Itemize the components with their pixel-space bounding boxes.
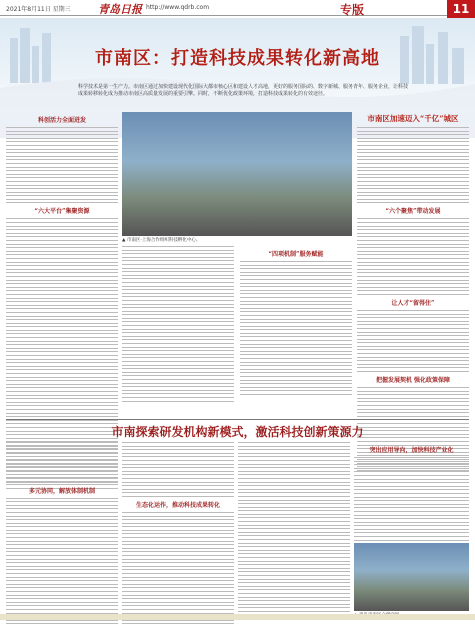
subhead-6: 把握发展契机 强化政策保障 bbox=[375, 377, 451, 385]
lower-column-3 bbox=[238, 442, 350, 612]
upper-text-2a bbox=[122, 246, 234, 404]
page-header bbox=[0, 0, 475, 16]
page-number: 11 bbox=[447, 0, 475, 18]
header-website[interactable]: http://www.qdrb.com bbox=[146, 4, 210, 11]
lead-paragraph: 科学技术是第一生产力。市南区通过加快建设现代化国际大都市核心区和建设人才高地，更好的服务国际的、数字新城、服务青年、服务企业，让科技成果转移转化成为推动市南区高质量发展的重要引擎。同时，不断优化政策环境，打造科技成果转化的有效途径。 bbox=[78, 84, 409, 97]
lower-column-2 bbox=[122, 442, 234, 612]
photo-caption: ▲ 市南区·上海合作组织科技孵化中心。 bbox=[122, 238, 201, 243]
subhead-5: 让人才“留得住” bbox=[391, 299, 435, 307]
header-date: 2021年8月11日 星期三 bbox=[6, 6, 71, 13]
main-headline: 市南区：打造科技成果转化新高地 bbox=[95, 48, 380, 69]
lower-column-4 bbox=[354, 442, 469, 612]
lower-subhead-2: 生态化运作，推动科技成果转化 bbox=[135, 501, 220, 509]
lower-photo bbox=[354, 543, 469, 611]
subhead-3: “四项机制”服务赋能 bbox=[268, 251, 324, 258]
subhead-1: 科创活力全面迸发 bbox=[37, 117, 86, 124]
subhead-4: “六个聚焦”带动发展 bbox=[385, 208, 441, 216]
upper-column-1 bbox=[6, 112, 118, 417]
upper-column-2 bbox=[122, 112, 352, 417]
lower-subhead-1: 多元协同，解放体制机制 bbox=[28, 487, 95, 495]
lower-headline: 市南探索研发机构新模式，激活科技创新策源力 bbox=[111, 425, 364, 439]
right-headline: 市南区加速迈入“千亿”城区 bbox=[367, 114, 459, 123]
subhead-2: “六大平台”集聚资源 bbox=[34, 208, 90, 216]
upper-text-2b bbox=[240, 246, 352, 404]
section-label: 专版 bbox=[340, 3, 365, 17]
lower-subhead-3: 突出应用导向，加快科技产业化 bbox=[369, 447, 454, 454]
upper-column-3 bbox=[357, 112, 469, 417]
page-footer bbox=[0, 614, 475, 620]
lower-column-1 bbox=[6, 442, 118, 612]
newspaper-logo: 青岛日报 bbox=[98, 3, 142, 16]
section-divider bbox=[6, 419, 469, 420]
district-photo bbox=[122, 112, 352, 236]
